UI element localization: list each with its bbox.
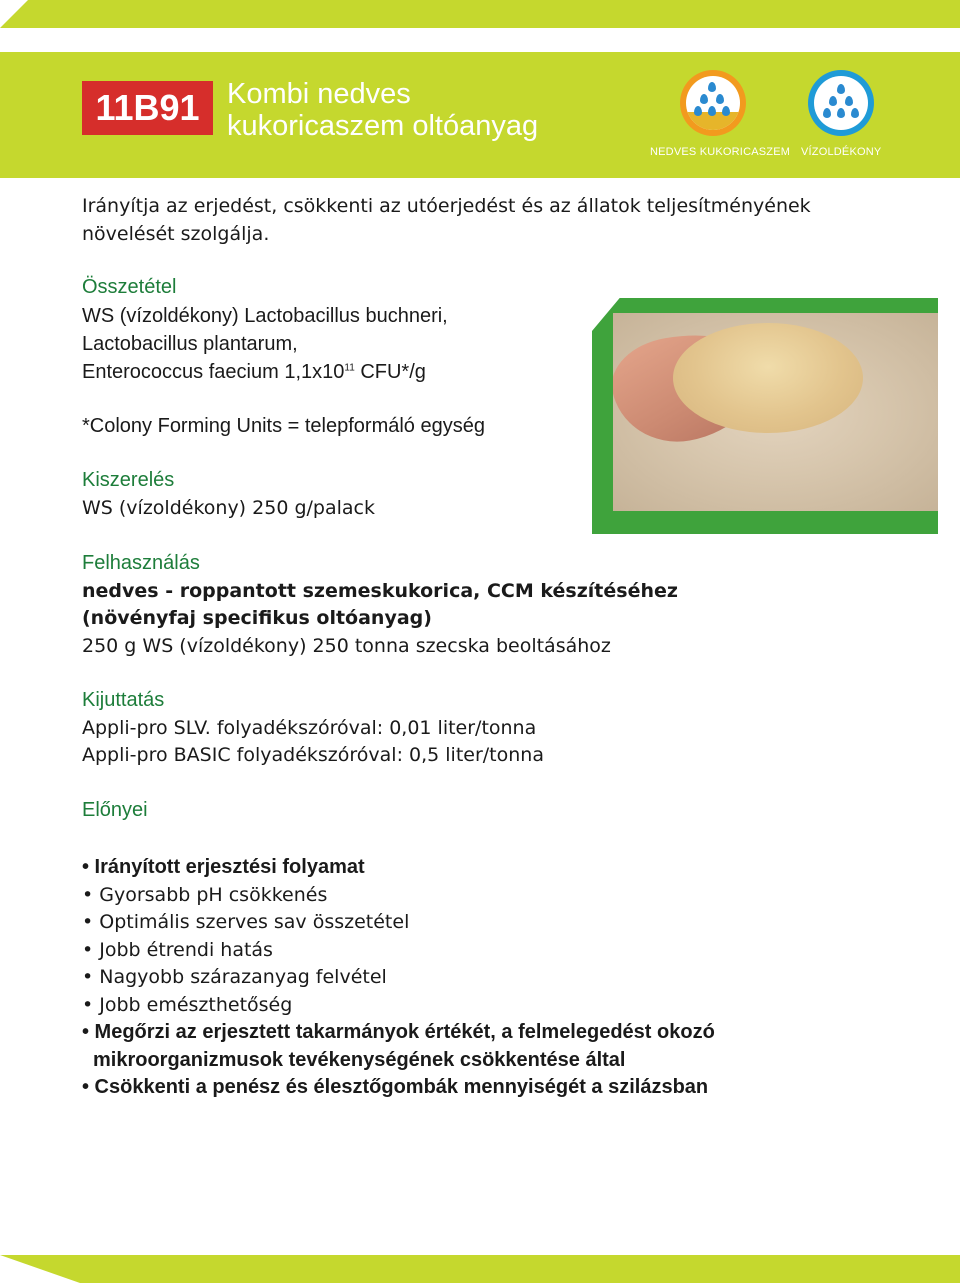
- list-item: • Jobb étrendi hatás: [82, 938, 273, 961]
- product-title-line1: Kombi nedves: [227, 78, 411, 110]
- badge-label-wet-corn: NEDVES KUKORICASZEM: [650, 146, 791, 158]
- list-item: • Gyorsabb pH csökkenés: [82, 883, 328, 906]
- packaging-heading: Kiszerelés: [82, 469, 175, 491]
- top-decor-notch: [0, 0, 28, 28]
- composition-line1: WS (vízoldékony) Lactobacillus buchneri,: [82, 305, 448, 327]
- intro-line1: Irányítja az erjedést, csökkenti az utóerjedést és az állatok teljesítményének: [82, 195, 811, 217]
- usage-line3: 250 g WS (vízoldékony) 250 tonna szecska beoltásához: [82, 635, 611, 657]
- top-decor-strip: [0, 0, 960, 28]
- silage-pile-graphic: [673, 323, 863, 433]
- bottom-decor-notch: [0, 1255, 80, 1283]
- composition-line2: Lactobacillus plantarum,: [82, 333, 298, 355]
- product-code: 11B91: [82, 81, 213, 135]
- badge-label-water-soluble: VÍZOLDÉKONY: [801, 146, 882, 158]
- product-title-line2: kukoricaszem oltóanyag: [227, 110, 539, 142]
- cfu-footnote: *Colony Forming Units = telepformáló egység: [82, 415, 485, 437]
- benefits-list: [82, 854, 715, 1102]
- application-line1: Appli-pro SLV. folyadékszóróval: 0,01 liter/tonna: [82, 717, 537, 739]
- silage-in-hand-photo: [613, 313, 938, 511]
- list-item: • Nagyobb szárazanyag felvétel: [82, 966, 387, 988]
- water-drops-icon: [808, 70, 874, 136]
- application-line2: Appli-pro BASIC folyadékszóróval: 0,5 liter/tonna: [82, 744, 544, 766]
- list-item: • Csökkenti a penész és élesztőgombák mennyiségét a szilázsban: [82, 1076, 709, 1098]
- usage-line2: (növényfaj specifikus oltóanyag): [82, 607, 432, 629]
- benefits-heading: Előnyei: [82, 799, 148, 821]
- list-item: • Optimális szerves sav összetétel: [82, 911, 410, 933]
- list-item: • Megőrzi az erjesztett takarmányok értékét, a felmelegedést okozó: [82, 1021, 715, 1043]
- corn-water-drops-icon: [680, 70, 746, 136]
- usage-line1: nedves - roppantott szemeskukorica, CCM készítéséhez: [82, 580, 678, 602]
- list-item: • Irányított erjesztési folyamat: [82, 856, 365, 878]
- application-heading: Kijuttatás: [82, 689, 165, 711]
- bottom-decor-strip: [0, 1255, 960, 1283]
- usage-heading: Felhasználás: [82, 552, 200, 574]
- packaging-line1: WS (vízoldékony) 250 g/palack: [82, 497, 375, 519]
- composition-line3: Enterococcus faecium $1,1x10^{11}$ CFU*/g: [82, 361, 426, 383]
- list-item: • Jobb emészthetőség: [82, 993, 293, 1016]
- composition-heading: Összetétel: [82, 276, 177, 298]
- intro-line2: növelését szolgálja.: [82, 223, 270, 245]
- list-item-continuation: mikroorganizmusok tevékenységének csökkentése által: [93, 1048, 626, 1071]
